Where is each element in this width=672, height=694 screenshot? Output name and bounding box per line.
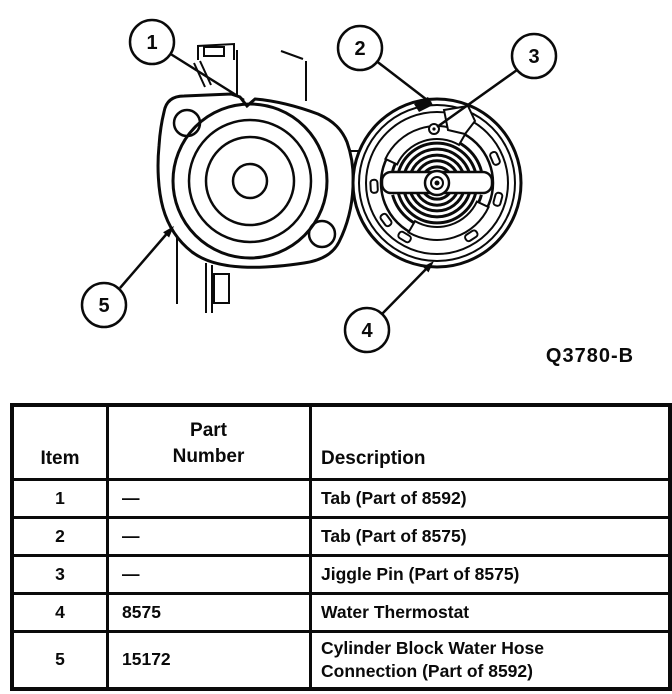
- callout-1: [130, 20, 174, 64]
- block-lower-boss: [214, 274, 229, 303]
- cell-item: 2: [12, 517, 108, 555]
- table-row: [12, 631, 670, 689]
- cell-item: 1: [12, 479, 108, 517]
- parts-table-section: [10, 403, 672, 691]
- leader-line-1: [169, 53, 244, 100]
- cell-part-number: 15172: [108, 631, 311, 689]
- table-header-row: [12, 405, 670, 479]
- callout-4: [345, 308, 389, 352]
- cell-description: [311, 517, 671, 555]
- table-row: [12, 479, 670, 517]
- figure-code: Q3780-B: [545, 345, 635, 367]
- callout-3: [512, 34, 556, 78]
- table-row: [12, 593, 670, 631]
- block-edge-right: [281, 51, 306, 101]
- cell-description: [311, 593, 671, 631]
- thermostat-drawing: [353, 97, 521, 267]
- block-bracket-inner: [204, 47, 224, 56]
- table-row: [12, 517, 670, 555]
- cell-description: [311, 555, 671, 593]
- description-text: Tab (Part of 8575): [321, 525, 467, 546]
- leader-line-5: [120, 230, 170, 288]
- callout-label: 2: [354, 38, 366, 60]
- cell-item: 4: [12, 593, 108, 631]
- callout-label: 3: [528, 46, 540, 68]
- jiggle-pin-center: [432, 127, 435, 130]
- header-part-number-label: Part Number: [172, 420, 245, 467]
- block-lower-pipe: [206, 263, 212, 313]
- description-text: Cylinder Block Water Hose Connection (Part of 8592): [321, 638, 545, 681]
- cell-part-number: —: [108, 517, 311, 555]
- header-description: Description: [311, 405, 671, 479]
- leader-line-2: [375, 60, 431, 103]
- table-row: [12, 555, 670, 593]
- hose-connection-drawing: [158, 94, 353, 267]
- parts-table: [10, 403, 672, 691]
- cell-description: [311, 631, 671, 689]
- callout-2: [338, 26, 382, 70]
- callout-5: [82, 283, 126, 327]
- description-text: Tab (Part of 8592): [321, 487, 467, 508]
- description-text: Water Thermostat: [321, 601, 470, 622]
- cell-part-number: 8575: [108, 593, 311, 631]
- cell-item: 5: [12, 631, 108, 689]
- callout-label: 5: [98, 295, 110, 317]
- header-part-number: [108, 405, 311, 479]
- cell-part-number: —: [108, 479, 311, 517]
- callout-label: 4: [361, 320, 373, 342]
- leader-line-4: [381, 265, 430, 315]
- cell-part-number: —: [108, 555, 311, 593]
- description-text: Jiggle Pin (Part of 8575): [321, 563, 520, 584]
- header-item: Item: [12, 405, 108, 479]
- valve-stem-pin: [435, 181, 440, 186]
- cell-item: 3: [12, 555, 108, 593]
- slot: [370, 180, 378, 193]
- cell-description: [311, 479, 671, 517]
- callout-label: 1: [146, 32, 158, 54]
